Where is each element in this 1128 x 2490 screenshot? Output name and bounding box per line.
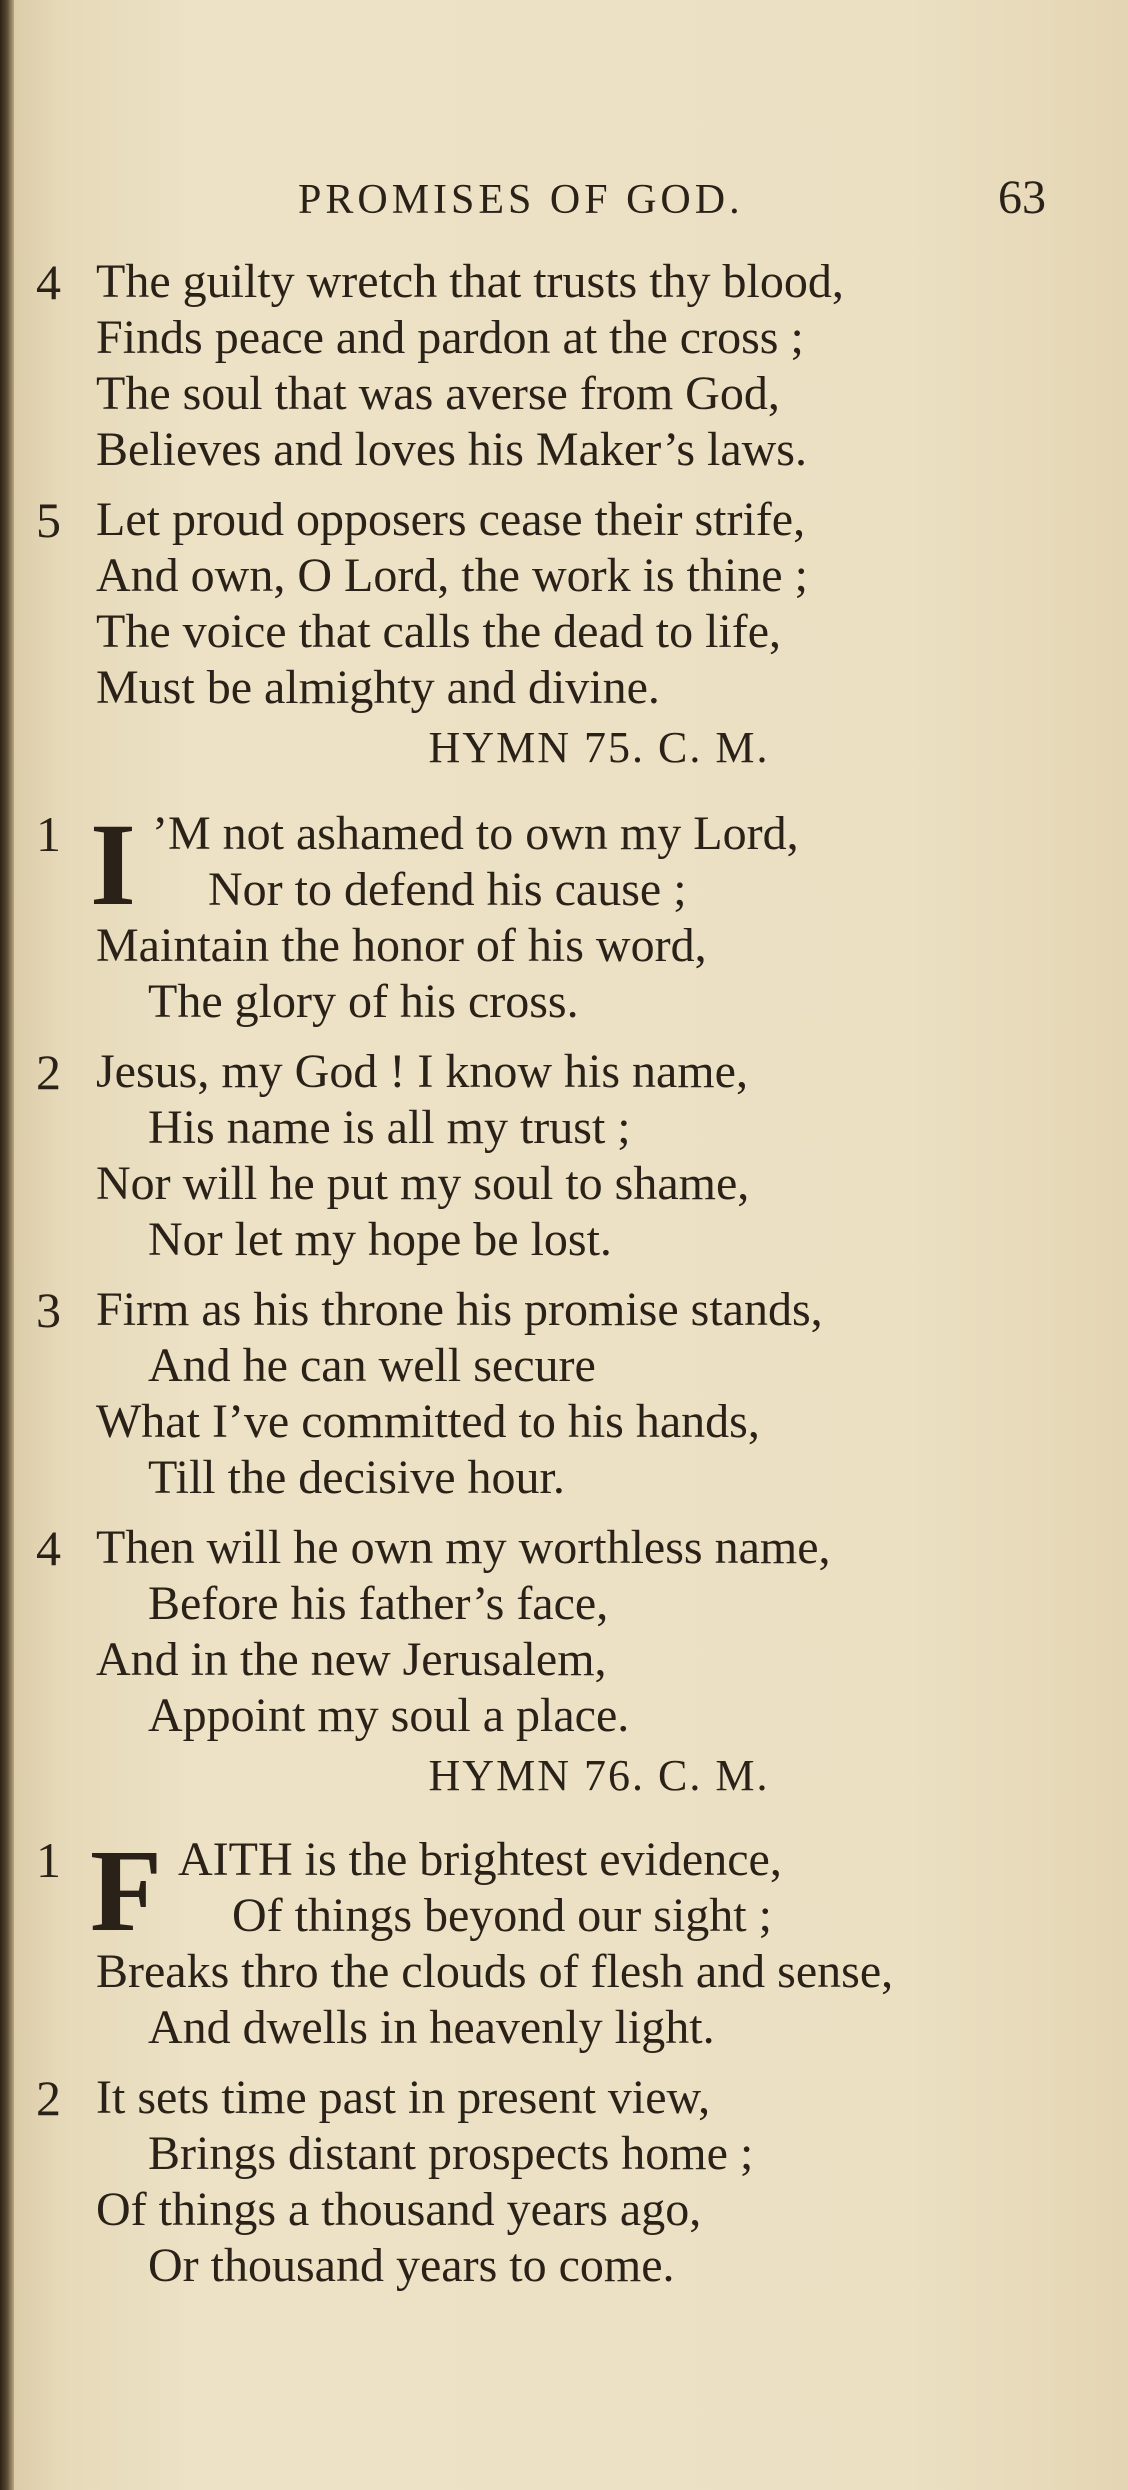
verse-line: Brings distant prospects home ; <box>148 2127 754 2180</box>
verse-line: Firm as his throne his promise stands, <box>96 1283 823 1336</box>
verse-line: Nor to defend his cause ; <box>208 863 687 916</box>
verse-line: Before his father’s face, <box>148 1577 609 1630</box>
verse-line: Nor will he put my soul to shame, <box>96 1157 750 1210</box>
verse-line: The guilty wretch that trusts thy blood, <box>96 255 844 308</box>
verse-line: Till the decisive hour. <box>148 1451 565 1504</box>
stanza-number: 1 <box>36 806 61 862</box>
hymn-76-title: HYMN 76. C. M. <box>428 1751 770 1800</box>
verse-line: And he can well secure <box>148 1339 596 1392</box>
verse-line: Believes and loves his Maker’s laws. <box>96 423 807 476</box>
running-head: PROMISES OF GOD. <box>298 177 744 223</box>
page-binding-edge <box>0 0 14 2490</box>
stanza-number: 2 <box>36 1044 61 1100</box>
verse-line: Then will he own my worthless name, <box>96 1521 831 1574</box>
verse-line: Maintain the honor of his word, <box>96 919 707 972</box>
verse-line: And own, O Lord, the work is thine ; <box>96 549 808 602</box>
verse-line: It sets time past in present view, <box>96 2071 711 2124</box>
verse-line: The soul that was averse from God, <box>96 367 780 420</box>
stanza-number: 2 <box>36 2070 61 2126</box>
verse-line: Appoint my soul a place. <box>148 1689 630 1742</box>
verse-line: The voice that calls the dead to life, <box>96 605 782 658</box>
drop-cap: I <box>90 799 136 930</box>
verse-line: The glory of his cross. <box>148 975 579 1028</box>
verse-line: Or thousand years to come. <box>148 2239 675 2292</box>
stanza-number: 1 <box>36 1832 61 1888</box>
verse-line: Must be almighty and divine. <box>96 661 660 714</box>
drop-cap: F <box>90 1825 163 1956</box>
verse-line: AITH is the brightest evidence, <box>178 1833 782 1886</box>
verse-line: ’M not ashamed to own my Lord, <box>152 807 799 860</box>
stanza-number: 4 <box>36 1520 61 1576</box>
page-number: 63 <box>998 171 1046 224</box>
verse-line: His name is all my trust ; <box>148 1101 631 1154</box>
page-header <box>0 171 1128 236</box>
verse-line: Nor let my hope be lost. <box>148 1213 612 1266</box>
verse-line: Of things beyond our sight ; <box>232 1889 772 1942</box>
stanza-number: 3 <box>36 1282 61 1338</box>
stanza-number: 4 <box>36 254 61 310</box>
verse-line: And dwells in heavenly light. <box>148 2001 715 2054</box>
verse-line: Of things a thousand years ago, <box>96 2183 702 2236</box>
verse-line: Jesus, my God ! I know his name, <box>96 1045 748 1098</box>
verse-line: Breaks thro the clouds of flesh and sense, <box>96 1945 894 1998</box>
verse-line: And in the new Jerusalem, <box>96 1633 607 1686</box>
verse-line: Let proud opposers cease their strife, <box>96 493 806 546</box>
hymn-75-title: HYMN 75. C. M. <box>428 723 770 772</box>
verse-line: What I’ve committed to his hands, <box>96 1395 760 1448</box>
verse-line: Finds peace and pardon at the cross ; <box>96 311 804 364</box>
stanza-number: 5 <box>36 492 61 548</box>
